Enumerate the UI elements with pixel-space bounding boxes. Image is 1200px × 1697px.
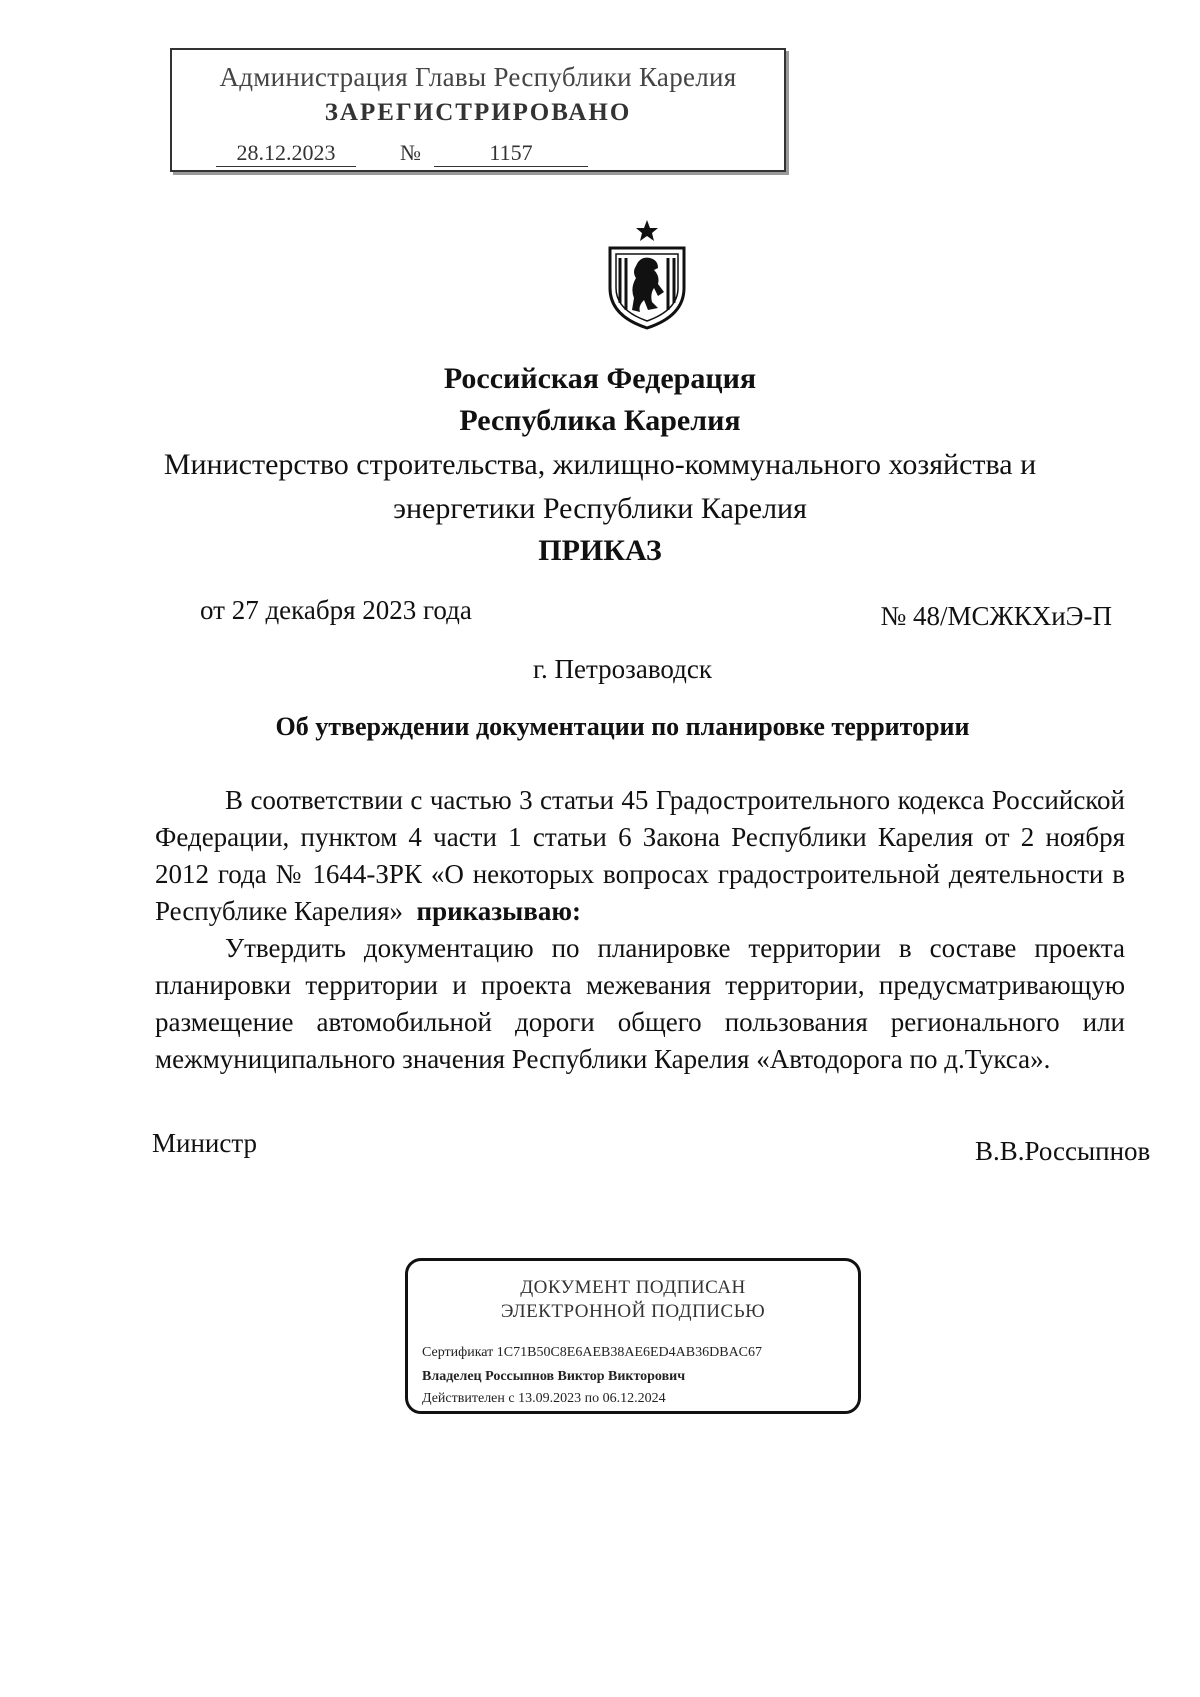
electronic-signature-stamp <box>405 1258 861 1414</box>
registration-stamp <box>170 48 786 172</box>
esign-owner: Владелец Россыпнов Виктор Викторович <box>422 1369 686 1384</box>
registration-status: ЗАРЕГИСТРИРОВАНО <box>324 99 632 126</box>
ministry-name-line2: энергетики Республики Карелия <box>393 492 807 525</box>
registration-number: 1157 <box>434 140 588 167</box>
country-name: Российская Федерация <box>443 362 757 395</box>
document-type: ПРИКАЗ <box>538 534 662 567</box>
esign-certificate: Сертификат 1C71B50C8E6AEB38AE6ED4AB36DBAC67 <box>422 1345 763 1360</box>
order-paragraph-1: В соответствии с частью 3 статьи 45 Градостроительного кодекса Российской Федерации, пунктом 4 части 1 статьи 6 Закона Республики Карелия от 2 ноября 2012 года № 1644-ЗРК «О некоторых вопросах градостроительной деятельности в Республике Карелия» приказываю: <box>155 785 1125 926</box>
order-directive: приказываю: <box>416 896 581 926</box>
order-body <box>155 782 1125 1078</box>
order-paragraph-2: Утвердить документацию по планировке территории в составе проекта планировки территории и проекта межевания территории, предусматривающую размещение автомобильной дороги общего пользования регионального или межмуниципального значения Республики Карелия «Автодорога по д.Тукса». <box>155 933 1125 1074</box>
registration-number-label: № <box>400 140 421 165</box>
order-number: № 48/МСЖКХиЭ-П <box>880 601 1112 631</box>
signatory-name: В.В.Россыпнов <box>975 1136 1151 1166</box>
karelia-coat-of-arms-icon <box>600 218 694 330</box>
order-title: Об утверждении документации по планировке территории <box>275 712 970 741</box>
ministry-name-line1: Министерство строительства, жилищно-коммунального хозяйства и <box>163 448 1037 481</box>
republic-name: Республика Карелия <box>459 404 741 437</box>
esign-heading-2: ЭЛЕКТРОННОЙ ПОДПИСЬЮ <box>500 1301 766 1322</box>
registration-date: 28.12.2023 <box>216 140 356 167</box>
order-date: от 27 декабря 2023 года <box>200 595 472 625</box>
registration-authority: Администрация Главы Республики Карелия <box>219 62 737 92</box>
signatory-position: Министр <box>152 1128 257 1158</box>
esign-validity: Действителен с 13.09.2023 по 06.12.2024 <box>422 1391 666 1406</box>
order-city: г. Петрозаводск <box>533 654 712 684</box>
esign-heading-1: ДОКУМЕНТ ПОДПИСАН <box>520 1277 746 1298</box>
